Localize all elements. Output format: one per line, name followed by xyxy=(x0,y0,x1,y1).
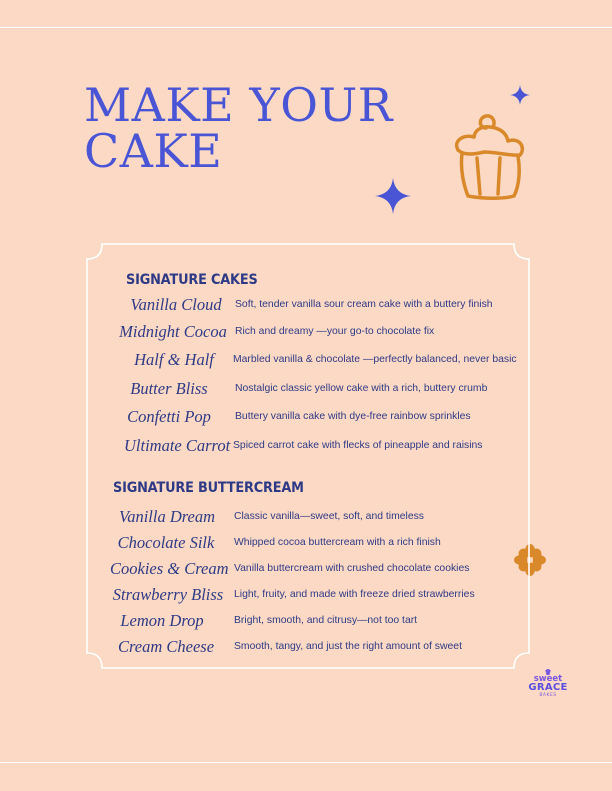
flavor-name: Ultimate Carrot xyxy=(124,436,231,455)
sparkle-icon xyxy=(510,85,530,105)
flavor-description: Spiced carrot cake with flecks of pineapple and raisins xyxy=(233,440,483,451)
logo-line-1: sweet xyxy=(533,674,563,684)
flavor-name: Confetti Pop xyxy=(127,407,211,426)
flavor-description: Buttery vanilla cake with dye-free rainbow sprinkles xyxy=(235,411,471,422)
flavor-name: Vanilla Dream xyxy=(118,507,216,526)
logo-line-3: BAKES xyxy=(539,693,557,698)
brand-logo xyxy=(522,667,574,707)
flavor-name: Chocolate Silk xyxy=(117,533,215,552)
flavor-description: Marbled vanilla & chocolate —perfectly balanced, never basic xyxy=(233,354,517,365)
top-divider xyxy=(0,27,612,28)
flavor-name: Butter Bliss xyxy=(130,379,208,398)
flavor-name: Vanilla Cloud xyxy=(130,295,222,314)
cupcake-icon xyxy=(448,110,530,204)
flavor-description: Nostalgic classic yellow cake with a rich, buttery crumb xyxy=(235,383,488,394)
flavor-description: Light, fruity, and made with freeze dried strawberries xyxy=(234,589,475,600)
page-title: MAKE YOUR CAKE xyxy=(84,78,393,178)
flavor-name: Cream Cheese xyxy=(117,637,215,656)
flavor-name: Cookies & Cream xyxy=(110,559,229,578)
flavor-name: Strawberry Bliss xyxy=(112,585,224,604)
flavor-description: Whipped cocoa buttercream with a rich finish xyxy=(234,537,441,548)
flavor-description: Smooth, tangy, and just the right amount of sweet xyxy=(234,641,462,652)
flavor-description: Classic vanilla—sweet, soft, and timeless xyxy=(234,511,424,522)
bottom-divider xyxy=(0,762,612,763)
sparkle-icon xyxy=(375,178,411,214)
flavor-name: Lemon Drop xyxy=(120,611,204,630)
flavor-description: Bright, smooth, and citrusy—not too tart xyxy=(234,615,418,626)
flavor-name: Half & Half xyxy=(134,350,214,369)
flavor-description: Vanilla buttercream with crushed chocolate cookies xyxy=(234,563,470,574)
signature-cakes-heading: SIGNATURE CAKES xyxy=(126,272,258,288)
flavor-description: Rich and dreamy —your go-to chocolate fix xyxy=(235,326,435,337)
signature-buttercream-heading: SIGNATURE BUTTERCREAM xyxy=(113,480,304,496)
flavor-description: Soft, tender vanilla sour cream cake with a buttery finish xyxy=(235,299,493,310)
logo-line-2: GRACE xyxy=(528,682,568,693)
flavor-name: Midnight Cocoa xyxy=(119,322,227,341)
